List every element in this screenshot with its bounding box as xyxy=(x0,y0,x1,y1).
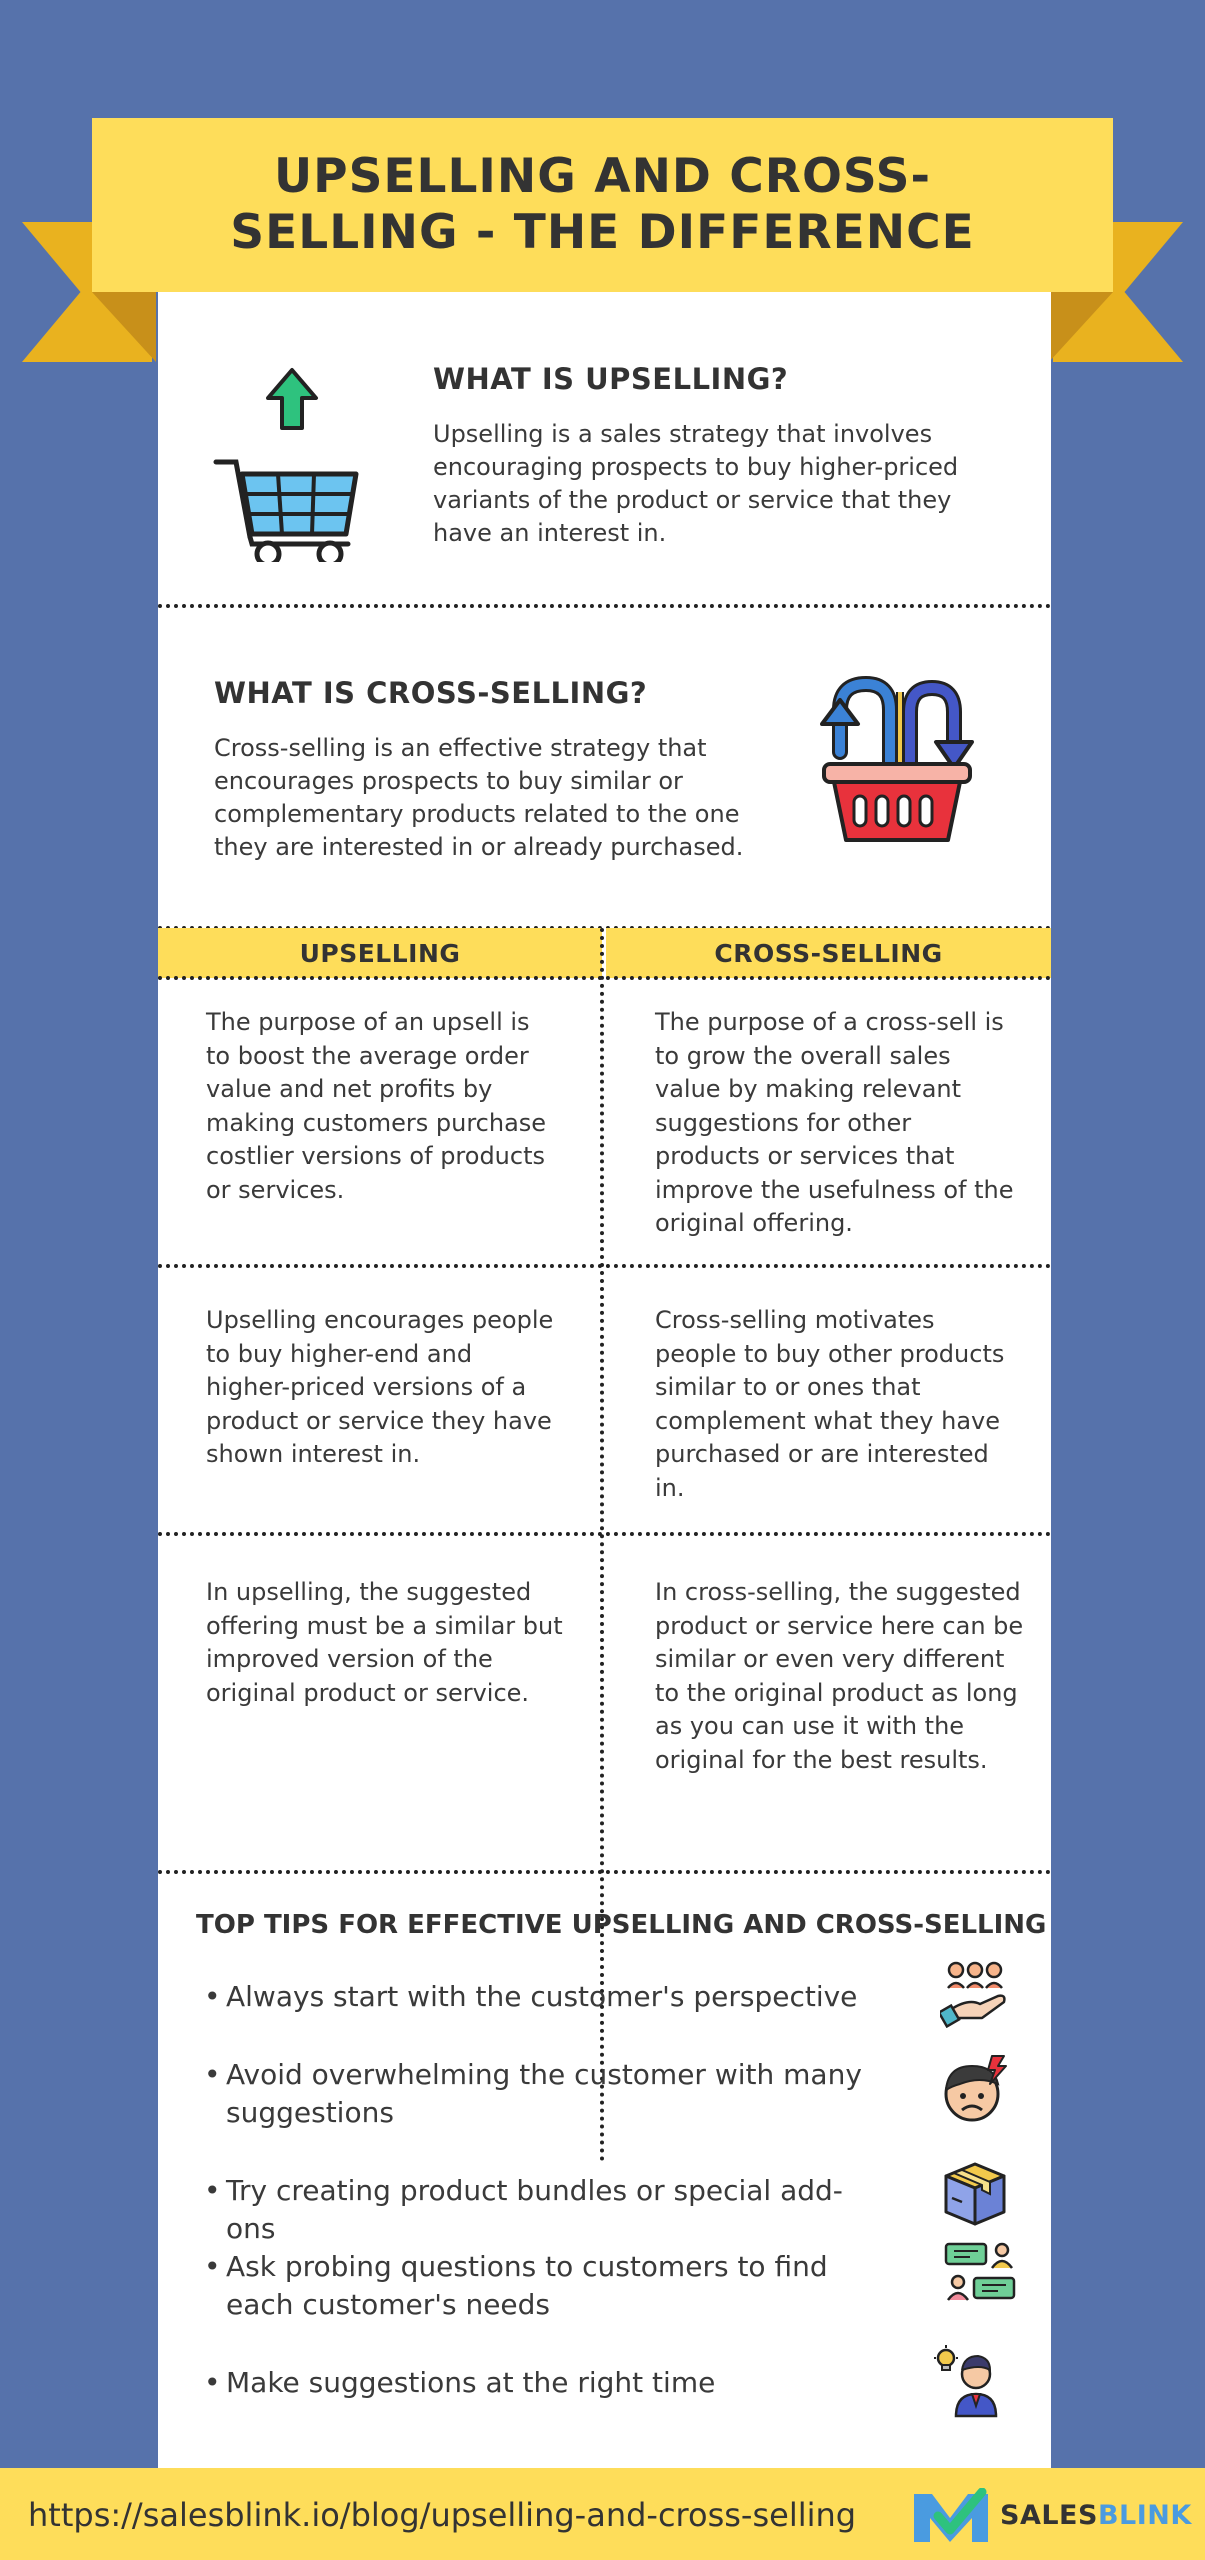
tip-text: Always start with the customer's perspective xyxy=(226,1980,858,2013)
upselling-encourages: Upselling encourages people to buy higher-end and higher-priced versions of a product or service they have shown interest in. xyxy=(206,1306,554,1468)
crossselling-suggested-product: In cross-selling, the suggested product or service here can be similar or even very different to the original product as long as you can use it with the original for the best results. xyxy=(655,1578,1024,1774)
crossselling-definition: Cross-selling is an effective strategy that encourages prospects to buy similar or complementary products related to the one they are interested in or already purchased. xyxy=(214,734,744,861)
tip-item: • Avoid overwhelming the customer with many suggestions xyxy=(204,2058,862,2129)
tip-item: • Always start with the customer's perspective xyxy=(204,1980,858,2013)
divider xyxy=(158,604,1051,608)
shopping-cart-up-arrow-icon xyxy=(206,362,366,562)
page-title: UPSELLING AND CROSS-SELLING - THE DIFFERENCE xyxy=(230,149,975,260)
divider xyxy=(158,1532,1051,1536)
title-banner xyxy=(92,118,1113,292)
divider xyxy=(158,1870,1051,1874)
footer-bar xyxy=(0,2468,1205,2560)
tip-item: • Make suggestions at the right time xyxy=(204,2366,716,2399)
tip-item: • Try creating product bundles or special add-ons xyxy=(204,2174,843,2245)
crossselling-motivates: Cross-selling motivates people to buy other products similar to or ones that complement what they have purchased or are interested in. xyxy=(655,1306,1005,1502)
basket-arrows-icon xyxy=(810,672,980,852)
column-divider xyxy=(600,928,604,2162)
divider xyxy=(158,976,1051,980)
product-box-icon xyxy=(942,2160,1008,2228)
salesblink-logo-text xyxy=(1000,2500,1192,2531)
idea-person-icon xyxy=(932,2344,1004,2418)
upselling-definition: Upselling is a sales strategy that involves encouraging prospects to buy higher-priced variants of the product or service that they have an interest in. xyxy=(433,420,959,547)
crossselling-purpose: The purpose of a cross-sell is to grow the overall sales value by making relevant suggestions for other products or services that improve the usefulness of the original offering. xyxy=(655,1008,1014,1237)
tip-text: Make suggestions at the right time xyxy=(226,2366,716,2399)
customer-hand-icon xyxy=(940,1958,1010,2028)
tip-item: • Ask probing questions to customers to find each customer's needs xyxy=(204,2250,828,2321)
source-url-link[interactable]: https://salesblink.io/blog/upselling-and-cross-selling xyxy=(28,2496,857,2534)
upselling-heading: WHAT IS UPSELLING? xyxy=(433,362,789,396)
logo-blink-text: BLINK xyxy=(1097,2500,1192,2531)
logo-sales-text: SALES xyxy=(1000,2500,1098,2531)
stressed-face-icon xyxy=(940,2054,1010,2126)
column-header-upselling: UPSELLING xyxy=(158,928,602,978)
tip-text: Ask probing questions to customers to find each customer's needs xyxy=(226,2250,828,2321)
tips-heading: TOP TIPS FOR EFFECTIVE UPSELLING AND CROSS-SELLING xyxy=(196,1910,1047,1940)
divider xyxy=(158,1264,1051,1268)
column-header-crossselling: CROSS-SELLING xyxy=(606,928,1051,978)
salesblink-logo-icon xyxy=(912,2488,990,2544)
tip-text: Avoid overwhelming the customer with many suggestions xyxy=(226,2058,862,2129)
tip-text: Try creating product bundles or special add-ons xyxy=(226,2174,843,2245)
conversation-icon xyxy=(944,2240,1018,2312)
upselling-suggested-offering: In upselling, the suggested offering must be a similar but improved version of the original product or service. xyxy=(206,1578,563,1707)
crossselling-heading: WHAT IS CROSS-SELLING? xyxy=(214,676,648,710)
content-panel xyxy=(158,292,1051,2468)
upselling-purpose: The purpose of an upsell is to boost the average order value and net profits by making customers purchase costlier versions of products or services. xyxy=(206,1008,547,1204)
